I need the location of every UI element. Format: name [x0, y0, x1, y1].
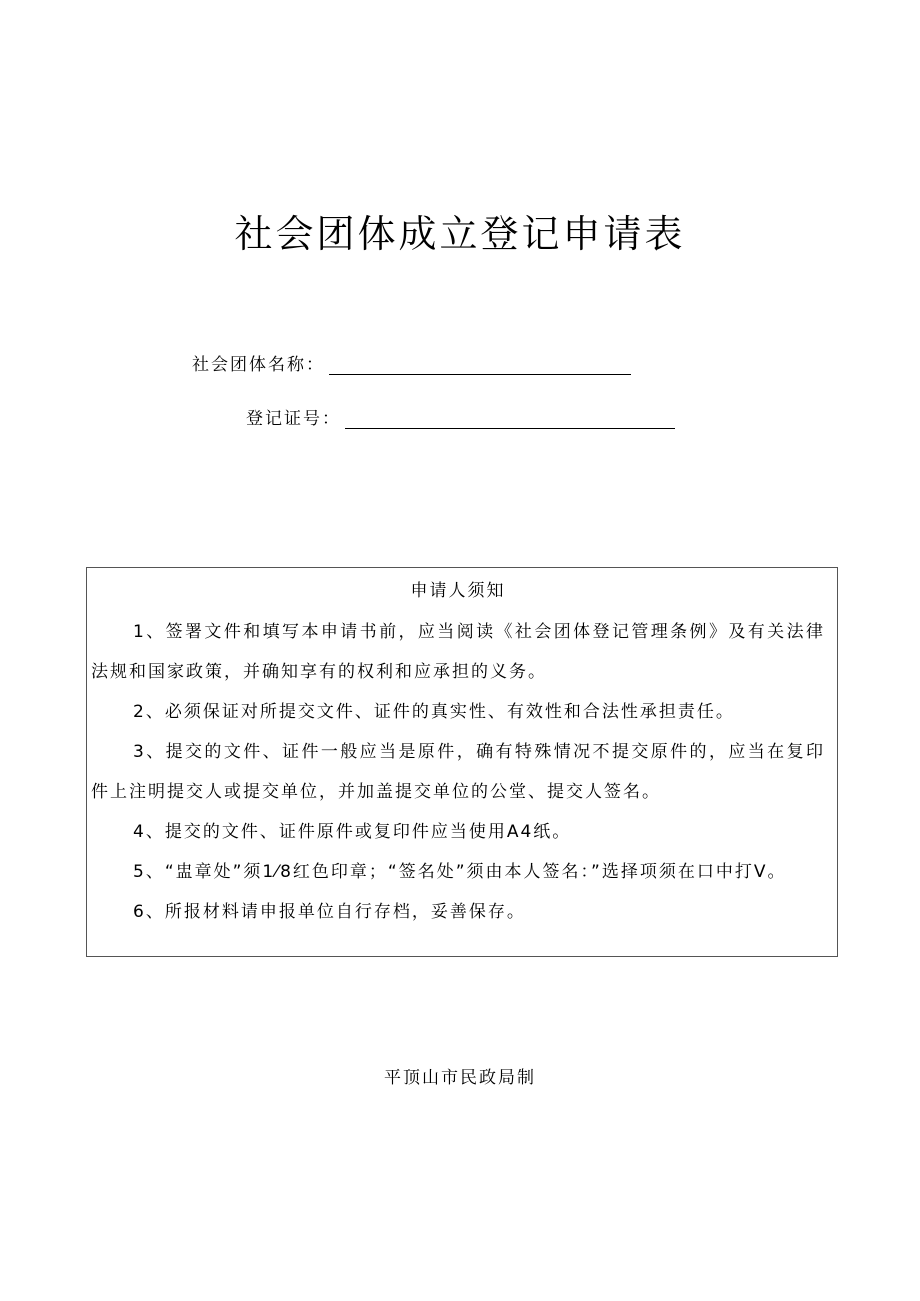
notice-item-6: 6、所报材料请申报单位自行存档，妥善保存。	[133, 902, 526, 922]
notice-item-4: 4、提交的文件、证件原件或复印件应当使用A4纸。	[133, 822, 572, 842]
issuer-footer: 平顶山市民政局制	[384, 1068, 536, 1088]
notice-item-2: 2、必须保证对所提交文件、证件的真实性、有效性和合法性承担责任。	[133, 702, 735, 722]
notice-item-3: 3、提交的文件、证件一般应当是原件，确有特殊情况不提交原件的，应当在复印件上注明提交人或提交单位，并加盖提交单位的公堂、提交人签名。	[91, 742, 825, 802]
registration-number-label: 登记证号：	[246, 409, 341, 429]
applicant-notice-box	[86, 567, 838, 957]
org-name-blank-line	[329, 354, 631, 375]
org-name-label: 社会团体名称：	[192, 355, 325, 375]
notice-item-1: 1、签署文件和填写本申请书前，应当阅读《社会团体登记管理条例》及有关法律法规和国家政策，并确知享有的权利和应承担的义务。	[91, 622, 825, 682]
registration-number-field	[246, 404, 675, 429]
page-title: 社会团体成立登记申请表	[234, 212, 686, 256]
notice-heading: 申请人须知	[410, 581, 506, 601]
org-name-field	[192, 350, 631, 375]
registration-number-blank-line	[345, 408, 675, 429]
notice-item-5: 5、“盅章处”须1⁄8红色印章；“签名处”须由本人签名：”选择项须在口中打V。	[133, 862, 787, 882]
